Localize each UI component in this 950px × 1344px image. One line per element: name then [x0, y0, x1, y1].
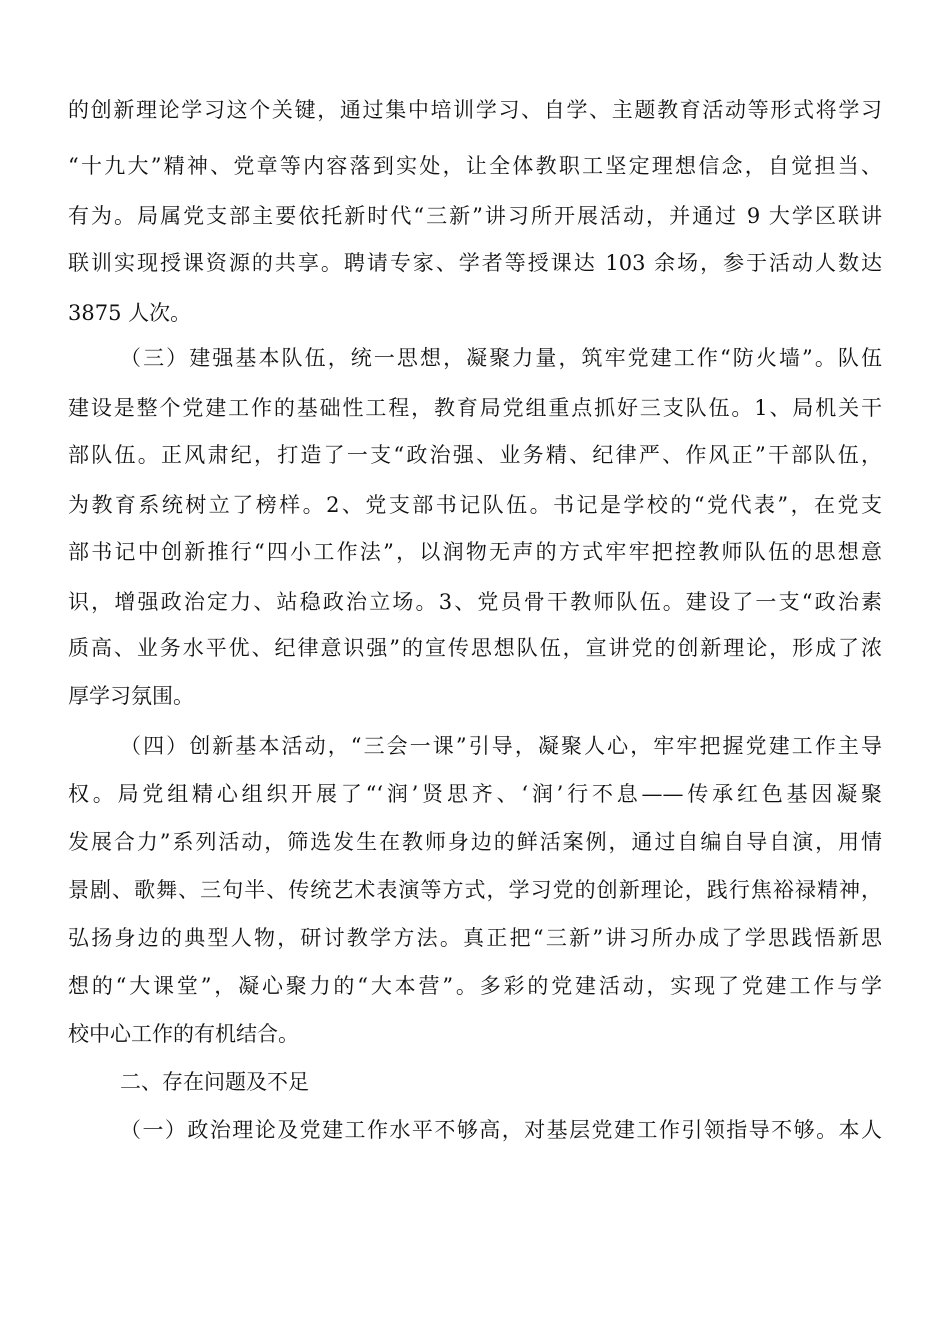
text-line: 识，增强政治定力、站稳政治立场。3、党员骨干教师队伍。建设了一支“政治素	[68, 590, 882, 614]
text-line: 的创新理论学习这个关键，通过集中培训学习、自学、主题教育活动等形式将学习	[68, 98, 882, 122]
paragraph-heading-4: （四）创新基本活动，“三会一课”引导，凝聚人心，牢牢把握党建工作主导	[120, 734, 882, 758]
text-line: 校中心工作的有机结合。	[68, 1022, 299, 1046]
text-line: 联训实现授课资源的共享。聘请专家、学者等授课达 103 余场，参于活动人数达	[68, 251, 882, 275]
text-line: 厚学习氛围。	[68, 684, 194, 708]
text-line: 为教育系统树立了榜样。2、党支部书记队伍。书记是学校的“党代表”，在党支	[68, 493, 882, 517]
text-line: “十九大”精神、党章等内容落到实处，让全体教职工坚定理想信念，自觉担当、	[68, 154, 882, 178]
section-heading: 二、存在问题及不足	[120, 1070, 309, 1094]
paragraph-heading-3: （三）建强基本队伍，统一思想，凝聚力量，筑牢党建工作“防火墙”。队伍	[120, 346, 882, 370]
text-line: 有为。局属党支部主要依托新时代“三新”讲习所开展活动，并通过 9 大学区联讲	[68, 204, 882, 228]
text-line: 弘扬身边的典型人物，研讨教学方法。真正把“三新”讲习所办成了学思践悟新思	[68, 926, 882, 950]
text-line: 景剧、歌舞、三句半、传统艺术表演等方式，学习党的创新理论，践行焦裕禄精神，	[68, 878, 882, 902]
text-line: 部队伍。正风肃纪，打造了一支“政治强、业务精、纪律严、作风正”干部队伍，	[68, 443, 882, 467]
text-line: 部书记中创新推行“四小工作法”，以润物无声的方式牢牢把控教师队伍的思想意	[68, 540, 882, 564]
text-line: 建设是整个党建工作的基础性工程，教育局党组重点抓好三支队伍。1、局机关干	[68, 396, 882, 420]
text-line: 质高、业务水平优、纪律意识强”的宣传思想队伍，宣讲党的创新理论，形成了浓	[68, 636, 882, 660]
text-line: 3875 人次。	[68, 301, 192, 325]
paragraph-heading-1: （一）政治理论及党建工作水平不够高，对基层党建工作引领指导不够。本人	[120, 1118, 882, 1142]
text-line: 发展合力”系列活动，筛选发生在教师身边的鲜活案例，通过自编自导自演，用情	[68, 830, 882, 854]
text-line: 权。局党组精心组织开展了“‘润’贤思齐、‘润’行不息——传承红色基因凝聚	[68, 782, 882, 806]
text-line: 想的“大课堂”，凝心聚力的“大本营”。多彩的党建活动，实现了党建工作与学	[68, 974, 882, 998]
